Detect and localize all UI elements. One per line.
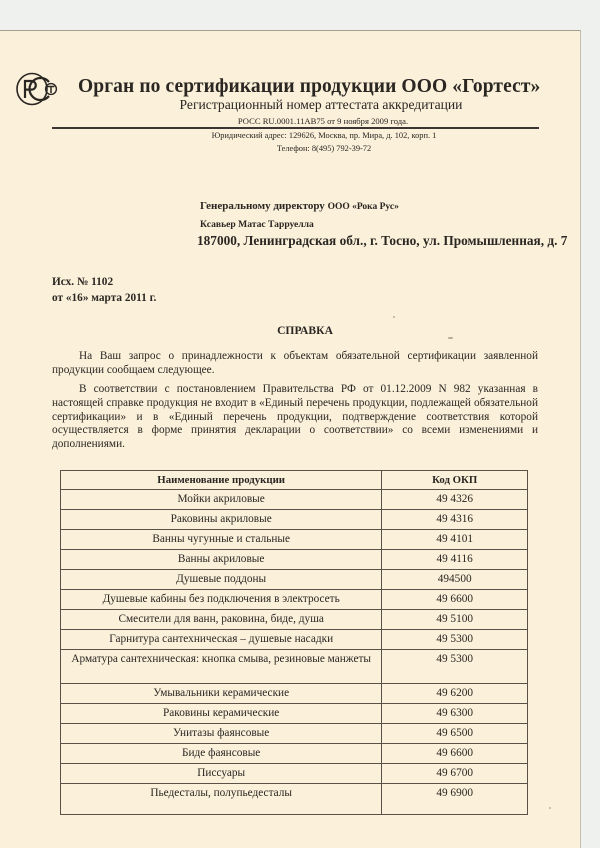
product-name: Гарнитура сантехническая – душевые насадки xyxy=(61,630,382,650)
okp-code: 49 4116 xyxy=(382,550,528,570)
product-name: Пьедесталы, полупьедесталы xyxy=(61,784,382,815)
table-row xyxy=(61,490,528,510)
table-row xyxy=(61,550,528,570)
scan-speck xyxy=(448,337,453,339)
products-okp-table xyxy=(60,470,528,815)
accreditation-certificate-number: РОСС RU.0001.11АВ75 от 9 ноября 2009 года. xyxy=(237,116,409,126)
product-name: Раковины акриловые xyxy=(61,510,382,530)
okp-code: 49 4316 xyxy=(382,510,528,530)
table-row xyxy=(61,704,528,724)
table-row xyxy=(61,570,528,590)
product-name: Умывальники керамические xyxy=(61,684,382,704)
column-header-product-name: Наименование продукции xyxy=(61,471,382,490)
product-name: Арматура сантехническая: кнопка смыва, резиновые манжеты xyxy=(61,650,382,684)
okp-code: 49 5300 xyxy=(382,630,528,650)
document-title: СПРАВКА xyxy=(277,324,333,337)
letterhead-divider xyxy=(52,127,539,129)
addressee-address: 187000, Ленинградская обл., г. Тосно, ул. Промышленная, д. 7 xyxy=(197,233,568,248)
table-row xyxy=(61,610,528,630)
table-row xyxy=(61,530,528,550)
outgoing-number: Исх. № 1102 xyxy=(52,276,114,288)
column-header-okp-code: Код ОКП xyxy=(382,471,528,490)
table-row xyxy=(61,724,528,744)
phone-number: Телефон: 8(495) 792-39-72 xyxy=(276,144,372,153)
okp-code: 49 6300 xyxy=(382,704,528,724)
table-row xyxy=(61,650,528,684)
scan-speck xyxy=(549,807,551,809)
okp-code: 49 5100 xyxy=(382,610,528,630)
okp-code: 49 6200 xyxy=(382,684,528,704)
body-paragraph: В соответствии с постановлением Правительства РФ от 01.12.2009 N 982 указанная в настоящей справке продукция не входит в «Единый перечень продукции, подлежащей обязательной сертификации» и в «Единый перечень продукции, подтверждение соответствия которой осуществляется в форме принятия декларации о соответствии» со всеми изменениями и дополнениями. xyxy=(52,383,538,451)
product-name: Ванны чугунные и стальные xyxy=(61,530,382,550)
table-row xyxy=(61,784,528,815)
legal-address: Юридический адрес: 129626, Москва, пр. Мира, д. 102, корп. 1 xyxy=(211,131,437,140)
addressee-name: Ксавьер Матас Тарруелла xyxy=(200,219,314,230)
table-row xyxy=(61,590,528,610)
okp-code: 49 6500 xyxy=(382,724,528,744)
addressee-position xyxy=(200,200,399,212)
table-row xyxy=(61,684,528,704)
product-name: Душевые кабины без подключения в электросеть xyxy=(61,590,382,610)
table-header-row xyxy=(61,471,528,490)
product-name: Раковины керамические xyxy=(61,704,382,724)
outgoing-date: от «16» марта 2011 г. xyxy=(52,292,157,304)
product-name: Душевые поддоны xyxy=(61,570,382,590)
okp-code: 49 5300 xyxy=(382,650,528,684)
product-name: Смесители для ванн, раковина, биде, душа xyxy=(61,610,382,630)
product-name: Унитазы фаянсовые xyxy=(61,724,382,744)
okp-code: 49 6600 xyxy=(382,744,528,764)
okp-code: 49 6600 xyxy=(382,590,528,610)
addressee-position-title: Генеральному директору xyxy=(200,200,328,212)
okp-code: 49 4101 xyxy=(382,530,528,550)
product-name: Писсуары xyxy=(61,764,382,784)
okp-code: 494500 xyxy=(382,570,528,590)
registration-title: Регистрационный номер аттестата аккредитации xyxy=(179,97,463,112)
table-row xyxy=(61,764,528,784)
product-name: Ванны акриловые xyxy=(61,550,382,570)
okp-code: 49 6900 xyxy=(382,784,528,815)
addressee-company: ООО «Рока Рус» xyxy=(327,202,399,212)
okp-code: 49 4326 xyxy=(382,490,528,510)
okp-code: 49 6700 xyxy=(382,764,528,784)
organization-title: Орган по сертификации продукции ООО «Гортест» xyxy=(78,76,541,97)
product-name: Биде фаянсовые xyxy=(61,744,382,764)
scan-speck xyxy=(393,316,395,318)
table-row xyxy=(61,630,528,650)
body-paragraph: На Ваш запрос о принадлежности к объектам обязательной сертификации заявленной продукции сообщаем следующее. xyxy=(52,350,538,376)
table-row xyxy=(61,744,528,764)
table-row xyxy=(61,510,528,530)
product-name: Мойки акриловые xyxy=(61,490,382,510)
